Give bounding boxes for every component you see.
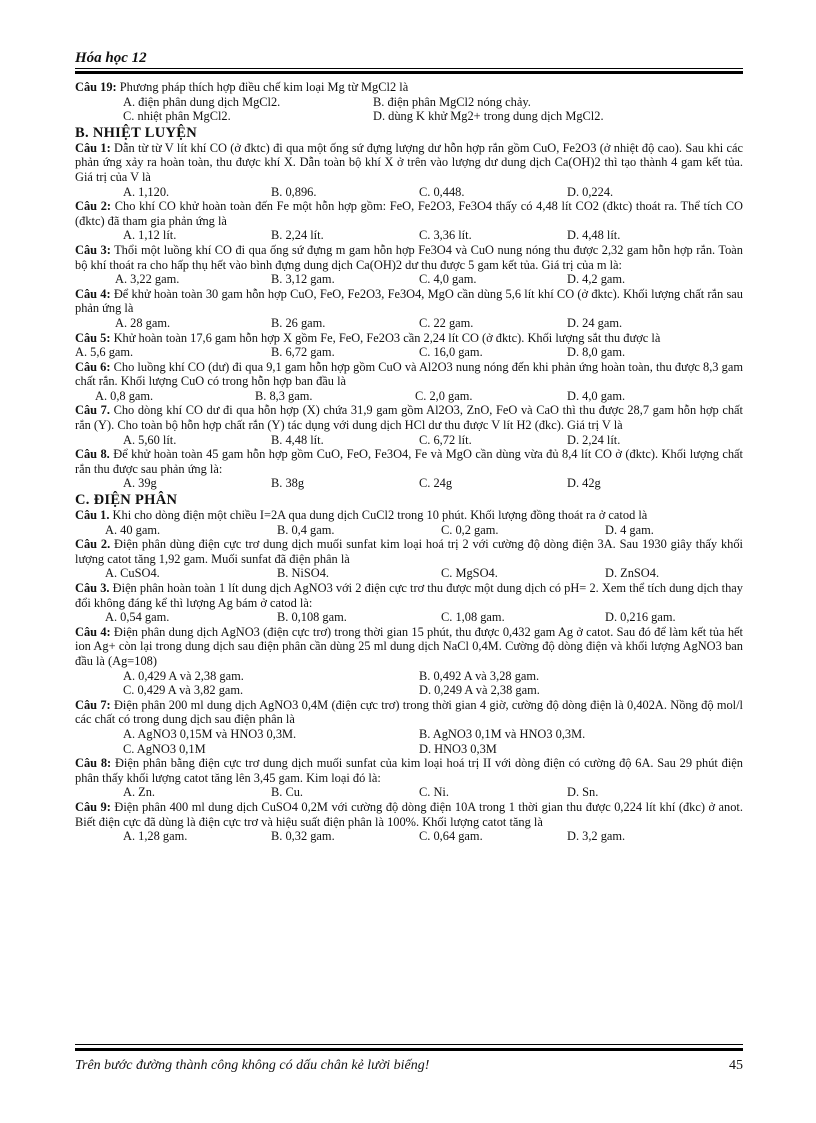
option-c: C. nhiệt phân MgCl2. xyxy=(123,109,231,124)
option-b: B. 26 gam. xyxy=(271,315,326,330)
question-c4 xyxy=(75,625,743,698)
option-c: C. Ni. xyxy=(419,785,449,800)
question-label: Câu 8: xyxy=(75,756,112,771)
option-c: C. 16,0 gam. xyxy=(419,345,483,360)
question-c1 xyxy=(75,508,743,537)
option-b: B. 0,32 gam. xyxy=(271,829,335,844)
option-d: D. 0,216 gam. xyxy=(605,610,676,625)
footer-rule-thick xyxy=(75,1048,743,1051)
question-c2 xyxy=(75,537,743,581)
answer-options xyxy=(123,727,743,756)
question-b5 xyxy=(75,331,743,360)
answer-options xyxy=(75,523,743,538)
footer-rule-thin xyxy=(75,1044,743,1045)
question-label: Câu 1: xyxy=(75,140,111,155)
question-text: Để khử hoàn toàn 30 gam hỗn hợp CuO, FeO, Fe2O3, Fe3O4, MgO cần dùng 5,6 lít khí CO (ở đktc). Khối lượng chất rắn sau phản ứng là xyxy=(75,286,743,316)
option-d: D. Sn. xyxy=(567,785,599,800)
question-b4 xyxy=(75,287,743,331)
answer-options xyxy=(75,566,743,581)
option-c: C. 1,08 gam. xyxy=(441,610,505,625)
option-c: C. 3,36 lít. xyxy=(419,228,472,243)
section-heading-nhiet-luyen: B. NHIỆT LUYỆN xyxy=(75,124,197,141)
option-a: A. Zn. xyxy=(123,785,156,800)
option-a: A. 1,120. xyxy=(123,184,170,199)
option-c: C. 0,64 gam. xyxy=(419,829,483,844)
header-rule-thick xyxy=(75,71,743,74)
question-label: Câu 4: xyxy=(75,624,111,639)
question-text: Phương pháp thích hợp điều chế kim loại Mg từ MgCl2 là xyxy=(119,80,409,94)
option-b: B. 4,48 lít. xyxy=(271,432,324,447)
option-c: C. 22 gam. xyxy=(419,315,474,330)
answer-options xyxy=(75,345,743,360)
question-c7 xyxy=(75,698,743,756)
question-label: Câu 6: xyxy=(75,359,111,374)
question-c8 xyxy=(75,756,743,800)
question-text: Khử hoàn toàn 17,6 gam hỗn hợp X gồm Fe, FeO, Fe2O3 cần 2,24 lít CO (ở đktc). Khối lượng sắt thu được là xyxy=(113,330,661,345)
option-b: B. 6,72 gam. xyxy=(271,345,335,360)
option-b: B. điện phân MgCl2 nóng chảy. xyxy=(373,94,531,109)
option-d: D. 24 gam. xyxy=(567,315,623,330)
page-number: 45 xyxy=(729,1058,743,1073)
option-b: B. 38g xyxy=(271,476,305,491)
answer-options xyxy=(75,785,743,800)
page-footer xyxy=(75,1058,743,1074)
answer-options xyxy=(75,228,743,243)
option-b: B. 0,492 A và 3,28 gam. xyxy=(419,668,540,683)
option-b: B. Cu. xyxy=(271,785,304,800)
option-b: B. AgNO3 0,1M và HNO3 0,3M. xyxy=(419,726,586,741)
option-a: A. 1,12 lít. xyxy=(123,228,177,243)
document-body xyxy=(75,80,743,844)
option-d: D. 2,24 lít. xyxy=(567,432,621,447)
question-b1 xyxy=(75,141,743,199)
option-c: C. 0,2 gam. xyxy=(441,522,499,537)
option-d: D. HNO3 0,3M xyxy=(419,741,497,756)
option-d: D. dùng K khử Mg2+ trong dung dịch MgCl2. xyxy=(373,109,604,124)
option-b: B. 0,4 gam. xyxy=(277,522,335,537)
question-text: Để khử hoàn toàn 45 gam hỗn hợp gồm CuO, FeO, Fe3O4, Fe và MgO cần dùng vừa đủ 8,4 lít CO ở (đktc). Khối lượng chất rắn thu được sau phản ứng là: xyxy=(75,447,743,476)
answer-options xyxy=(75,272,743,287)
option-c: C. MgSO4. xyxy=(441,566,498,581)
option-d: D. 0,224. xyxy=(567,184,614,199)
option-b: B. 2,24 lít. xyxy=(271,228,324,243)
answer-options xyxy=(75,316,743,331)
answer-options xyxy=(75,389,743,404)
answer-options xyxy=(75,433,743,448)
question-text: Điện phân 200 ml dung dịch AgNO3 0,4M (điện cực trơ) trong thời gian 4 giờ, cường độ dòng điện là 0,402A. Nồng độ mol/l các chất có trong dung dịch sau điện phân là xyxy=(75,697,743,727)
option-c: C. 4,0 gam. xyxy=(419,272,477,287)
question-19 xyxy=(75,80,743,124)
option-d: D. ZnSO4. xyxy=(605,566,660,581)
option-a: A. 3,22 gam. xyxy=(115,272,180,287)
question-label: Câu 19: xyxy=(75,80,117,94)
question-text: Điện phân bằng điện cực trơ dung dịch muối sunfat của kim loại hoá trị II với dòng điện có cường độ 6A. Sau 29 phút điện phân thấy khối lượng catot tăng lên 3,45 gam. Kim loại đó là: xyxy=(75,756,743,785)
question-text: Thổi một luồng khí CO đi qua ống sứ đựng m gam hỗn hợp Fe3O4 và CuO nung nóng thu được 2,32 gam hỗn hợp rắn. Toàn bộ khí thoát ra cho hấp thụ hết vào bình đựng dung dịch Ca(OH)2 dư thu được 5 gam kết tủa. Giá trị của m là: xyxy=(75,242,743,272)
footer-slogan: Trên bước đường thành công không có dấu chân kẻ lười biếng! xyxy=(75,1058,430,1073)
question-label: Câu 1. xyxy=(75,508,110,523)
option-d: D. 8,0 gam. xyxy=(567,345,626,360)
question-label: Câu 4: xyxy=(75,286,111,301)
option-d: D. 4 gam. xyxy=(605,522,654,537)
option-a: A. 5,60 lít. xyxy=(123,432,177,447)
question-label: Câu 3. xyxy=(75,581,110,595)
question-text: Khi cho dòng điện một chiều I=2A qua dung dịch CuCl2 trong 10 phút. Khối lượng đồng thoát ra ở catod là xyxy=(112,508,648,523)
question-c9 xyxy=(75,800,743,844)
option-c: C. 6,72 lít. xyxy=(419,432,472,447)
question-text: Cho luồng khí CO (dư) đi qua 9,1 gam hỗn hợp gồm CuO và Al2O3 nung nóng đến khi phản ứng hoàn toàn, thu được 8,3 gam chất rắn. Khối lượng CuO có trong hỗn hợp ban đầu là xyxy=(75,359,743,389)
question-label: Câu 3: xyxy=(75,242,111,257)
question-text: Điện phân 400 ml dung dịch CuSO4 0,2M với cường độ dòng điện 10A trong 1 thời gian thu được 0,224 lít khí (đkc) ở anot. Biết điện cực đã dùng là điện cực trơ và hiệu suất điện phân là 100%. Khối lượng catot tăng là xyxy=(75,799,743,829)
answer-options xyxy=(75,610,743,625)
option-d: D. 4,48 lít. xyxy=(567,228,621,243)
option-a: A. 0,54 gam. xyxy=(105,610,170,625)
question-text: Cho dòng khí CO dư đi qua hỗn hợp (X) chứa 31,9 gam gồm Al2O3, ZnO, FeO và CaO thì thu được 28,7 gam hỗn hợp chất rắn (Y). Cho toàn bộ hỗn hợp chất rắn (Y) tác dụng với dung dịch HCl dư thu được V lít H2 (đkc). Giá trị V là xyxy=(75,403,743,433)
question-label: Câu 9: xyxy=(75,799,111,814)
question-b8 xyxy=(75,447,743,491)
option-d: D. 4,0 gam. xyxy=(567,388,626,403)
header-title: Hóa học 12 xyxy=(75,50,147,66)
option-c: C. AgNO3 0,1M xyxy=(123,741,206,756)
answer-options xyxy=(123,95,743,124)
option-d: D. 3,2 gam. xyxy=(567,829,626,844)
answer-options xyxy=(75,185,743,200)
question-text: Điện phân dung dịch AgNO3 (điện cực trơ) trong thời gian 15 phút, thu được 0,432 gam Ag ở catot. Sau đó để làm kết tủa hết ion Ag+ còn lại trong dung dịch sau điện phân cần dùng 25 ml dung dịch NaCl 0,4M. Cường độ dòng điện và khối lượng AgNO3 ban đầu là (Ag=108) xyxy=(75,624,743,668)
question-b2 xyxy=(75,199,743,243)
section-heading-dien-phan: C. ĐIỆN PHÂN xyxy=(75,492,178,509)
option-a: A. 40 gam. xyxy=(105,522,161,537)
option-d: D. 4,2 gam. xyxy=(567,272,626,287)
option-c: C. 2,0 gam. xyxy=(415,388,473,403)
option-b: B. NiSO4. xyxy=(277,566,329,581)
option-a: A. AgNO3 0,15M và HNO3 0,3M. xyxy=(123,726,297,741)
question-label: Câu 2. xyxy=(75,537,111,552)
question-label: Câu 5: xyxy=(75,330,111,345)
option-b: B. 0,896. xyxy=(271,184,317,199)
option-b: B. 8,3 gam. xyxy=(255,388,313,403)
option-d: D. 0,249 A và 2,38 gam. xyxy=(419,683,540,698)
question-b6 xyxy=(75,360,743,404)
answer-options xyxy=(75,476,743,491)
option-a: A. 5,6 gam. xyxy=(75,345,134,360)
question-label: Câu 2: xyxy=(75,199,112,214)
option-a: A. 39g xyxy=(123,476,157,491)
question-text: Dẫn từ từ V lít khí CO (ở đktc) đi qua một ống sứ đựng lượng dư hỗn hợp rắn gồm CuO, Fe2O3 (ở nhiệt độ cao). Sau khi các phản ứng xảy ra hoàn toàn, thu được khí X. Dẫn toàn bộ khí X ở trên vào lượng dư dung dịch Ca(OH)2 thì tạo thành 4 gam kết tủa. Giá trị của V là xyxy=(75,140,743,184)
question-b7 xyxy=(75,403,743,447)
question-label: Câu 7. xyxy=(75,403,110,418)
option-a: A. 0,8 gam. xyxy=(95,388,154,403)
option-b: B. 0,108 gam. xyxy=(277,610,347,625)
question-label: Câu 8. xyxy=(75,447,110,462)
question-text: Điện phân dùng điện cực trơ dung dịch muối sunfat kim loại hoá trị 2 với cường độ dòng điện 3A. Sau 1930 giây thấy khối lượng catot tăng 1,92 gam. Muối sunfat đã điện phân là xyxy=(75,537,743,566)
option-a: A. điện phân dung dịch MgCl2. xyxy=(123,94,281,109)
question-text: Cho khí CO khử hoàn toàn đến Fe một hỗn hợp gồm: FeO, Fe2O3, Fe3O4 thấy có 4,48 lít CO2 (đktc) thoát ra. Thể tích CO (đktc) đã tham gia phản ứng là xyxy=(75,199,743,228)
option-c: C. 0,429 A và 3,82 gam. xyxy=(123,683,244,698)
header-rule-thin xyxy=(75,68,743,69)
option-a: A. 1,28 gam. xyxy=(123,829,188,844)
option-a: A. CuSO4. xyxy=(105,566,160,581)
option-a: A. 0,429 A và 2,38 gam. xyxy=(123,668,244,683)
option-c: C. 24g xyxy=(419,476,453,491)
answer-options xyxy=(75,829,743,844)
option-a: A. 28 gam. xyxy=(115,315,171,330)
option-d: D. 42g xyxy=(567,476,601,491)
question-c3 xyxy=(75,581,743,625)
option-c: C. 0,448. xyxy=(419,184,465,199)
question-b3 xyxy=(75,243,743,287)
answer-options xyxy=(123,669,743,698)
question-text: Điện phân hoàn toàn 1 lít dung dịch AgNO3 với 2 điện cực trơ thu được một dung dịch có pH= 2. Xem thể tích dung dịch thay đổi không đáng kể thì lượng Ag bám ở catod là: xyxy=(75,581,743,610)
question-label: Câu 7: xyxy=(75,697,111,712)
option-b: B. 3,12 gam. xyxy=(271,272,335,287)
